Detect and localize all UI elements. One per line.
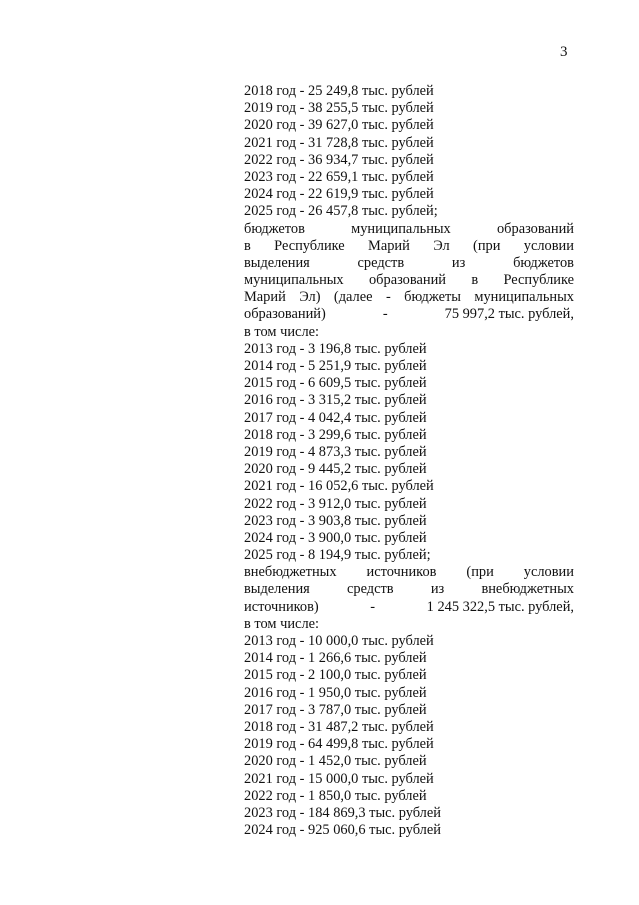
funding-list-part-1 [244, 83, 574, 221]
funding-line: 2020 год - 39 627,0 тыс. рублей [244, 117, 434, 134]
word: источников [366, 564, 437, 581]
word: Республике [503, 272, 574, 289]
funding-line: 2020 год - 1 452,0 тыс. рублей [244, 753, 427, 770]
word: образований [368, 272, 446, 289]
funding-line: 2015 год - 6 609,5 тыс. рублей [244, 375, 427, 392]
word: муниципальных [244, 272, 344, 289]
funding-line: 2025 год - 26 457,8 тыс. рублей; [244, 203, 438, 220]
justified-line [244, 221, 574, 238]
funding-line: 2022 год - 3 912,0 тыс. рублей [244, 495, 427, 512]
word: (при [466, 564, 494, 581]
word: образований) [244, 306, 326, 323]
funding-line: 2023 год - 22 659,1 тыс. рублей [244, 168, 434, 185]
word: в [244, 237, 251, 254]
funding-line: 2013 год - 10 000,0 тыс. рублей [244, 633, 434, 649]
funding-line: 2022 год - 1 850,0 тыс. рублей [244, 787, 427, 804]
funding-line: 2023 год - 184 869,3 тыс. рублей [244, 804, 441, 821]
including-line: в том числе: [244, 615, 320, 632]
word: выделения [244, 254, 310, 271]
page-number: 3 [560, 44, 568, 60]
funding-line: 2022 год - 36 934,7 тыс. рублей [244, 151, 434, 168]
word: 1 245 322,5 тыс. рублей, [426, 598, 574, 615]
word: бюджеты [404, 289, 461, 306]
funding-line: 2018 год - 3 299,6 тыс. рублей [244, 426, 427, 443]
funding-line: 2014 год - 1 266,6 тыс. рублей [244, 650, 427, 667]
justified-line [244, 255, 574, 272]
word: выделения [244, 581, 310, 598]
justified-line [244, 238, 574, 255]
word: внебюджетных [481, 581, 574, 598]
word: муниципальных [351, 220, 451, 237]
word: бюджетов [244, 220, 305, 237]
justified-line [244, 306, 574, 323]
word: условии [523, 564, 574, 581]
word: 75 997,2 тыс. рублей, [444, 306, 574, 323]
word: Эл) [299, 289, 321, 306]
justified-line [244, 289, 574, 306]
funding-line: 2016 год - 1 950,0 тыс. рублей [244, 684, 427, 701]
word: в [471, 272, 479, 289]
funding-line: 2016 год - 3 315,2 тыс. рублей [244, 392, 427, 409]
funding-line: 2018 год - 31 487,2 тыс. рублей [244, 718, 434, 735]
word: средств [357, 254, 405, 271]
funding-line: 2013 год - 3 196,8 тыс. рублей [244, 340, 427, 357]
funding-line: 2025 год - 8 194,9 тыс. рублей; [244, 547, 431, 564]
funding-line: 2021 год - 16 052,6 тыс. рублей [244, 478, 434, 495]
funding-line: 2017 год - 4 042,4 тыс. рублей [244, 409, 427, 426]
funding-line: 2024 год - 925 060,6 тыс. рублей [244, 822, 441, 839]
word: Эл [433, 237, 450, 254]
funding-line: 2023 год - 3 903,8 тыс. рублей [244, 512, 427, 529]
word: Марий [368, 237, 410, 254]
justified-line [244, 272, 574, 289]
funding-line: 2020 год - 9 445,2 тыс. рублей [244, 461, 427, 478]
word: условии [523, 237, 574, 254]
funding-line: 2017 год - 3 787,0 тыс. рублей [244, 701, 427, 718]
word: из [451, 254, 466, 271]
funding-line: 2019 год - 64 499,8 тыс. рублей [244, 736, 434, 753]
justified-line [244, 599, 574, 616]
funding-list-part-3 [244, 633, 574, 839]
word: источников) [244, 598, 319, 615]
document-text [244, 83, 574, 839]
word: - [382, 306, 388, 323]
funding-line: 2024 год - 3 900,0 тыс. рублей [244, 529, 427, 546]
funding-line: 2018 год - 25 249,8 тыс. рублей [244, 83, 434, 99]
word: - [370, 598, 376, 615]
word: средств [347, 581, 394, 598]
word: муниципальных [474, 289, 574, 306]
funding-line: 2019 год - 38 255,5 тыс. рублей [244, 100, 434, 117]
funding-line: 2024 год - 22 619,9 тыс. рублей [244, 186, 434, 203]
including-line: в том числе: [244, 323, 320, 340]
word: Марий [244, 289, 286, 306]
funding-list-part-2 [244, 341, 574, 564]
municipal-budgets-paragraph [244, 221, 574, 341]
justified-line [244, 581, 574, 598]
word: (далее [333, 289, 373, 306]
word: образований [496, 220, 574, 237]
word: из [430, 581, 445, 598]
funding-line: 2021 год - 15 000,0 тыс. рублей [244, 770, 434, 787]
funding-line: 2015 год - 2 100,0 тыс. рублей [244, 667, 427, 684]
funding-line: 2014 год - 5 251,9 тыс. рублей [244, 358, 427, 374]
word: - [385, 289, 391, 306]
funding-line: 2019 год - 4 873,3 тыс. рублей [244, 443, 427, 460]
word: бюджетов [513, 254, 574, 271]
word: Республике [274, 237, 345, 254]
justified-line [244, 564, 574, 581]
word: внебюджетных [244, 564, 337, 581]
extrabudgetary-paragraph [244, 564, 574, 633]
word: (при [473, 237, 501, 254]
funding-line: 2021 год - 31 728,8 тыс. рублей [244, 134, 434, 151]
